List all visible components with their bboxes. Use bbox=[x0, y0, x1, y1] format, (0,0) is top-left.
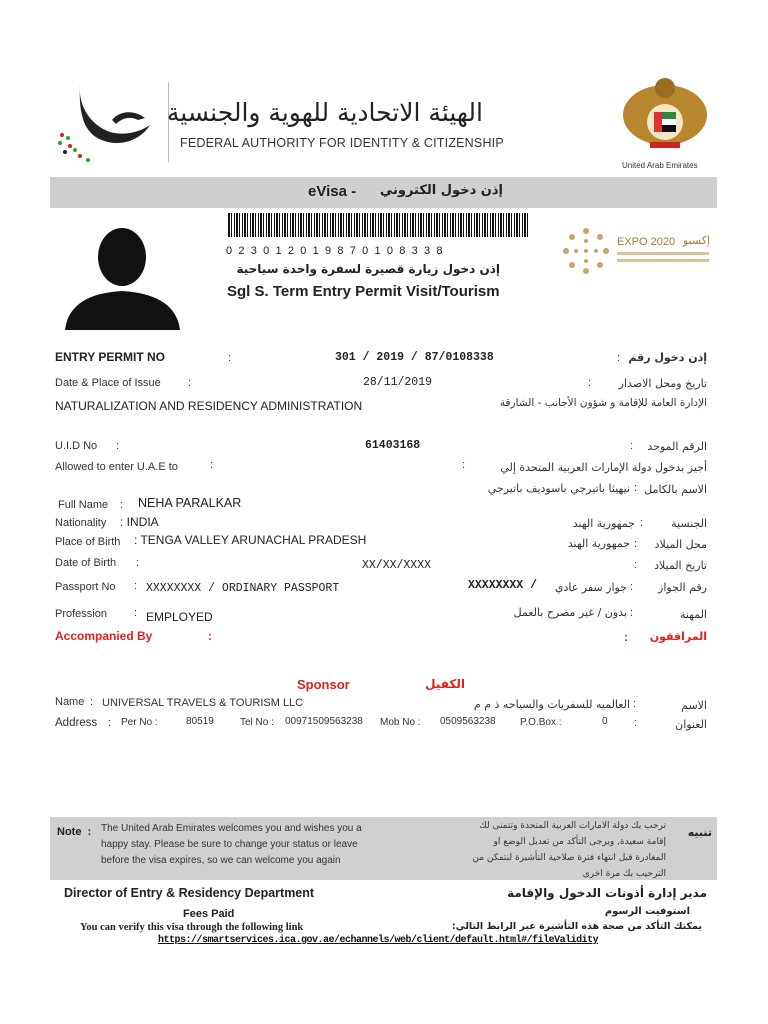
address-ar: العنوان bbox=[675, 718, 707, 731]
passport-ar-label: رقم الجواز bbox=[658, 581, 707, 594]
colon: : bbox=[116, 440, 120, 452]
fullname-ar-value: نيهيثا باتيرجي باسوديف باتيرجي bbox=[487, 482, 630, 495]
fullname-value: NEHA PARALKAR bbox=[138, 496, 242, 510]
note-ar-3: المغادرة قبل انتهاء فترة صلاحية التأشيرة لنتمكن من bbox=[472, 853, 666, 863]
profession-label: Profession bbox=[55, 608, 107, 620]
evisa-label-ar: إذن دخول الكتروني bbox=[379, 183, 503, 198]
nationality-value: : INDIA bbox=[120, 515, 159, 529]
tel-value: 00971509563238 bbox=[285, 716, 363, 727]
fullname-ar-label: الاسم بالكامل bbox=[644, 483, 707, 496]
colon: : bbox=[210, 459, 214, 471]
verify-text: You can verify this visa through the following link bbox=[80, 922, 304, 933]
issue-date: 28/11/2019 bbox=[363, 376, 433, 389]
mob-value: 0509563238 bbox=[440, 716, 496, 727]
verify-text-ar: يمكنك التأكد من صحة هذه التأشيرة عبر الرابط التالي: bbox=[451, 921, 702, 932]
authority-title-en: FEDERAL AUTHORITY FOR IDENTITY & CITIZENSHIP bbox=[180, 136, 504, 150]
nationality-ar-value: جمهورية الهند bbox=[572, 517, 635, 530]
colon: : bbox=[588, 377, 592, 389]
expo-subtext-2 bbox=[617, 259, 709, 262]
colon: : bbox=[90, 696, 94, 708]
colon: : bbox=[617, 352, 621, 364]
colon: : bbox=[630, 581, 634, 593]
colon: : bbox=[120, 499, 124, 511]
entry-permit-ar: إذن دخول رقم bbox=[628, 351, 707, 364]
issue-place-ar: الإدارة العامة للإقامة و شؤون الأجانب - الشارقة bbox=[499, 397, 707, 409]
barcode bbox=[228, 213, 528, 237]
colon: : bbox=[630, 607, 634, 619]
dob-ar: تاريخ الميلاد bbox=[654, 559, 707, 572]
falcon-logo bbox=[50, 80, 160, 165]
allowed-label: Allowed to enter U.A.E to bbox=[55, 461, 178, 473]
note-line-2: happy stay. Please be sure to change your status or leave bbox=[101, 839, 358, 850]
permit-type-ar: إذن دخول زيارة قصيرة لسفرة واحدة سياحية bbox=[236, 262, 500, 276]
accompanied-label: Accompanied By bbox=[55, 629, 153, 643]
per-no-value: 80519 bbox=[186, 716, 214, 727]
issue-ar: تاريخ ومحل الاصدار bbox=[618, 377, 707, 390]
profession-ar-label: المهنة bbox=[679, 608, 707, 621]
colon: : bbox=[634, 559, 638, 571]
colon: : bbox=[640, 517, 644, 529]
allowed-ar: أجيز بدخول دولة الإمارات العربية المتحدة إلي bbox=[500, 461, 707, 474]
evisa-label: eVisa - bbox=[308, 183, 357, 200]
issue-label: Date & Place of Issue bbox=[55, 377, 161, 389]
expo-label-ar: إكسبو bbox=[682, 234, 710, 247]
fullname-label: Full Name bbox=[58, 499, 109, 511]
passport-ar-value: جواز سفر عادي bbox=[554, 581, 627, 594]
sponsor-title-ar: الكفيل bbox=[425, 677, 465, 691]
address-label: Address bbox=[55, 717, 98, 729]
nationality-text: INDIA bbox=[126, 515, 159, 529]
note-label-text: Note bbox=[57, 826, 82, 838]
colon: : bbox=[634, 717, 638, 729]
applicant-photo bbox=[60, 215, 185, 330]
sponsor-title: Sponsor bbox=[297, 677, 350, 692]
uae-emblem-icon bbox=[620, 70, 710, 160]
pob-value: : TENGA VALLEY ARUNACHAL PRADESH bbox=[134, 533, 367, 547]
pobox-label: P.O.Box : bbox=[520, 717, 562, 728]
passport-value-2: XXXXXXXX / bbox=[468, 579, 538, 592]
expo-logo-icon bbox=[560, 225, 612, 277]
colon: : bbox=[630, 440, 634, 452]
entry-permit-value: 301 / 2019 / 87/0108338 bbox=[335, 351, 494, 364]
sponsor-name-ar-value: العالميه للسفريات والسياحه ذ م م bbox=[473, 698, 630, 711]
tel-label: Tel No : bbox=[240, 717, 274, 728]
colon: : bbox=[633, 698, 637, 710]
colon: : bbox=[228, 352, 232, 364]
colon: : bbox=[634, 482, 638, 494]
per-no-label: Per No : bbox=[121, 717, 158, 728]
dob-value: XX/XX/XXXX bbox=[362, 559, 432, 572]
colon: : bbox=[136, 557, 140, 569]
colon: : bbox=[208, 629, 212, 643]
permit-type-en: Sgl S. Term Entry Permit Visit/Tourism bbox=[227, 283, 500, 300]
entry-permit-label: ENTRY PERMIT NO bbox=[55, 350, 166, 364]
accompanied-ar: المرافقون bbox=[649, 630, 707, 643]
note-ar-4: الترحيب بك مرة اخرى bbox=[582, 869, 666, 879]
colon: : bbox=[134, 607, 138, 619]
uid-value: 61403168 bbox=[365, 439, 421, 452]
uae-caption: United Arab Emirates bbox=[622, 161, 698, 170]
nationality-label: Nationality bbox=[55, 517, 107, 529]
expo-subtext bbox=[617, 252, 709, 255]
pobox-value: 0 bbox=[602, 716, 608, 727]
dob-label: Date of Birth bbox=[55, 557, 117, 569]
uid-label: U.I.D No bbox=[55, 440, 98, 452]
director-title-ar: مدير إدارة أذونات الدخول والإقامة bbox=[507, 886, 707, 900]
verify-link[interactable]: https://smartservices.ica.gov.ae/echannels/web/client/default.html#/fileValidity bbox=[158, 935, 599, 946]
authority-title-ar: الهيئة الاتحادية للهوية والجنسية bbox=[166, 98, 483, 127]
barcode-number: 0 2 3 0 1 2 0 1 9 8 7 0 1 0 8 3 3 8 bbox=[226, 245, 445, 257]
colon: : bbox=[108, 717, 112, 729]
fees-paid: Fees Paid bbox=[183, 908, 235, 920]
colon: : bbox=[462, 459, 466, 471]
fees-paid-ar: استوفيت الرسوم bbox=[604, 906, 690, 917]
note-label-ar: تنبيه bbox=[687, 826, 712, 839]
colon: : bbox=[188, 377, 192, 389]
sponsor-name-label: Name bbox=[55, 696, 85, 708]
nationality-ar-label: الجنسية bbox=[671, 517, 707, 530]
note-label: Note : bbox=[57, 826, 92, 838]
passport-label: Passport No bbox=[55, 581, 116, 593]
issue-place: NATURALIZATION AND RESIDENCY ADMINISTRATION bbox=[55, 399, 363, 413]
passport-value: XXXXXXXX / ORDINARY PASSPORT bbox=[146, 582, 340, 595]
pob-ar-value: جمهورية الهند bbox=[567, 537, 630, 550]
note-ar-1: ترحب بك دولة الامارات العربية المتحدة وتتمنى لك bbox=[479, 821, 666, 831]
sponsor-name-value: UNIVERSAL TRAVELS & TOURISM LLC bbox=[102, 697, 304, 709]
pob-label: Place of Birth bbox=[55, 536, 121, 548]
colon: : bbox=[134, 580, 138, 592]
note-ar-2: إقامة سعيدة, ويرجى التأكد من تعديل الوضع او bbox=[493, 837, 666, 847]
sponsor-name-ar-label: الاسم bbox=[681, 699, 707, 712]
pob-text: TENGA VALLEY ARUNACHAL PRADESH bbox=[140, 533, 367, 547]
mob-label: Mob No : bbox=[380, 717, 421, 728]
profession-value: EMPLOYED bbox=[146, 610, 213, 624]
pob-ar-label: محل الميلاد bbox=[654, 538, 707, 551]
uid-ar: الرقم الموحد bbox=[647, 440, 707, 453]
colon: : bbox=[634, 538, 638, 550]
note-line-3: before the visa expires, so we can welcome you again bbox=[101, 855, 341, 866]
note-line-1: The United Arab Emirates welcomes you and wishes you a bbox=[101, 823, 362, 834]
director-title: Director of Entry & Residency Department bbox=[64, 886, 315, 900]
expo-label: EXPO 2020 bbox=[617, 236, 676, 248]
colon: : bbox=[624, 630, 628, 644]
profession-ar-value: بدون / غير مصرح بالعمل bbox=[513, 606, 627, 619]
